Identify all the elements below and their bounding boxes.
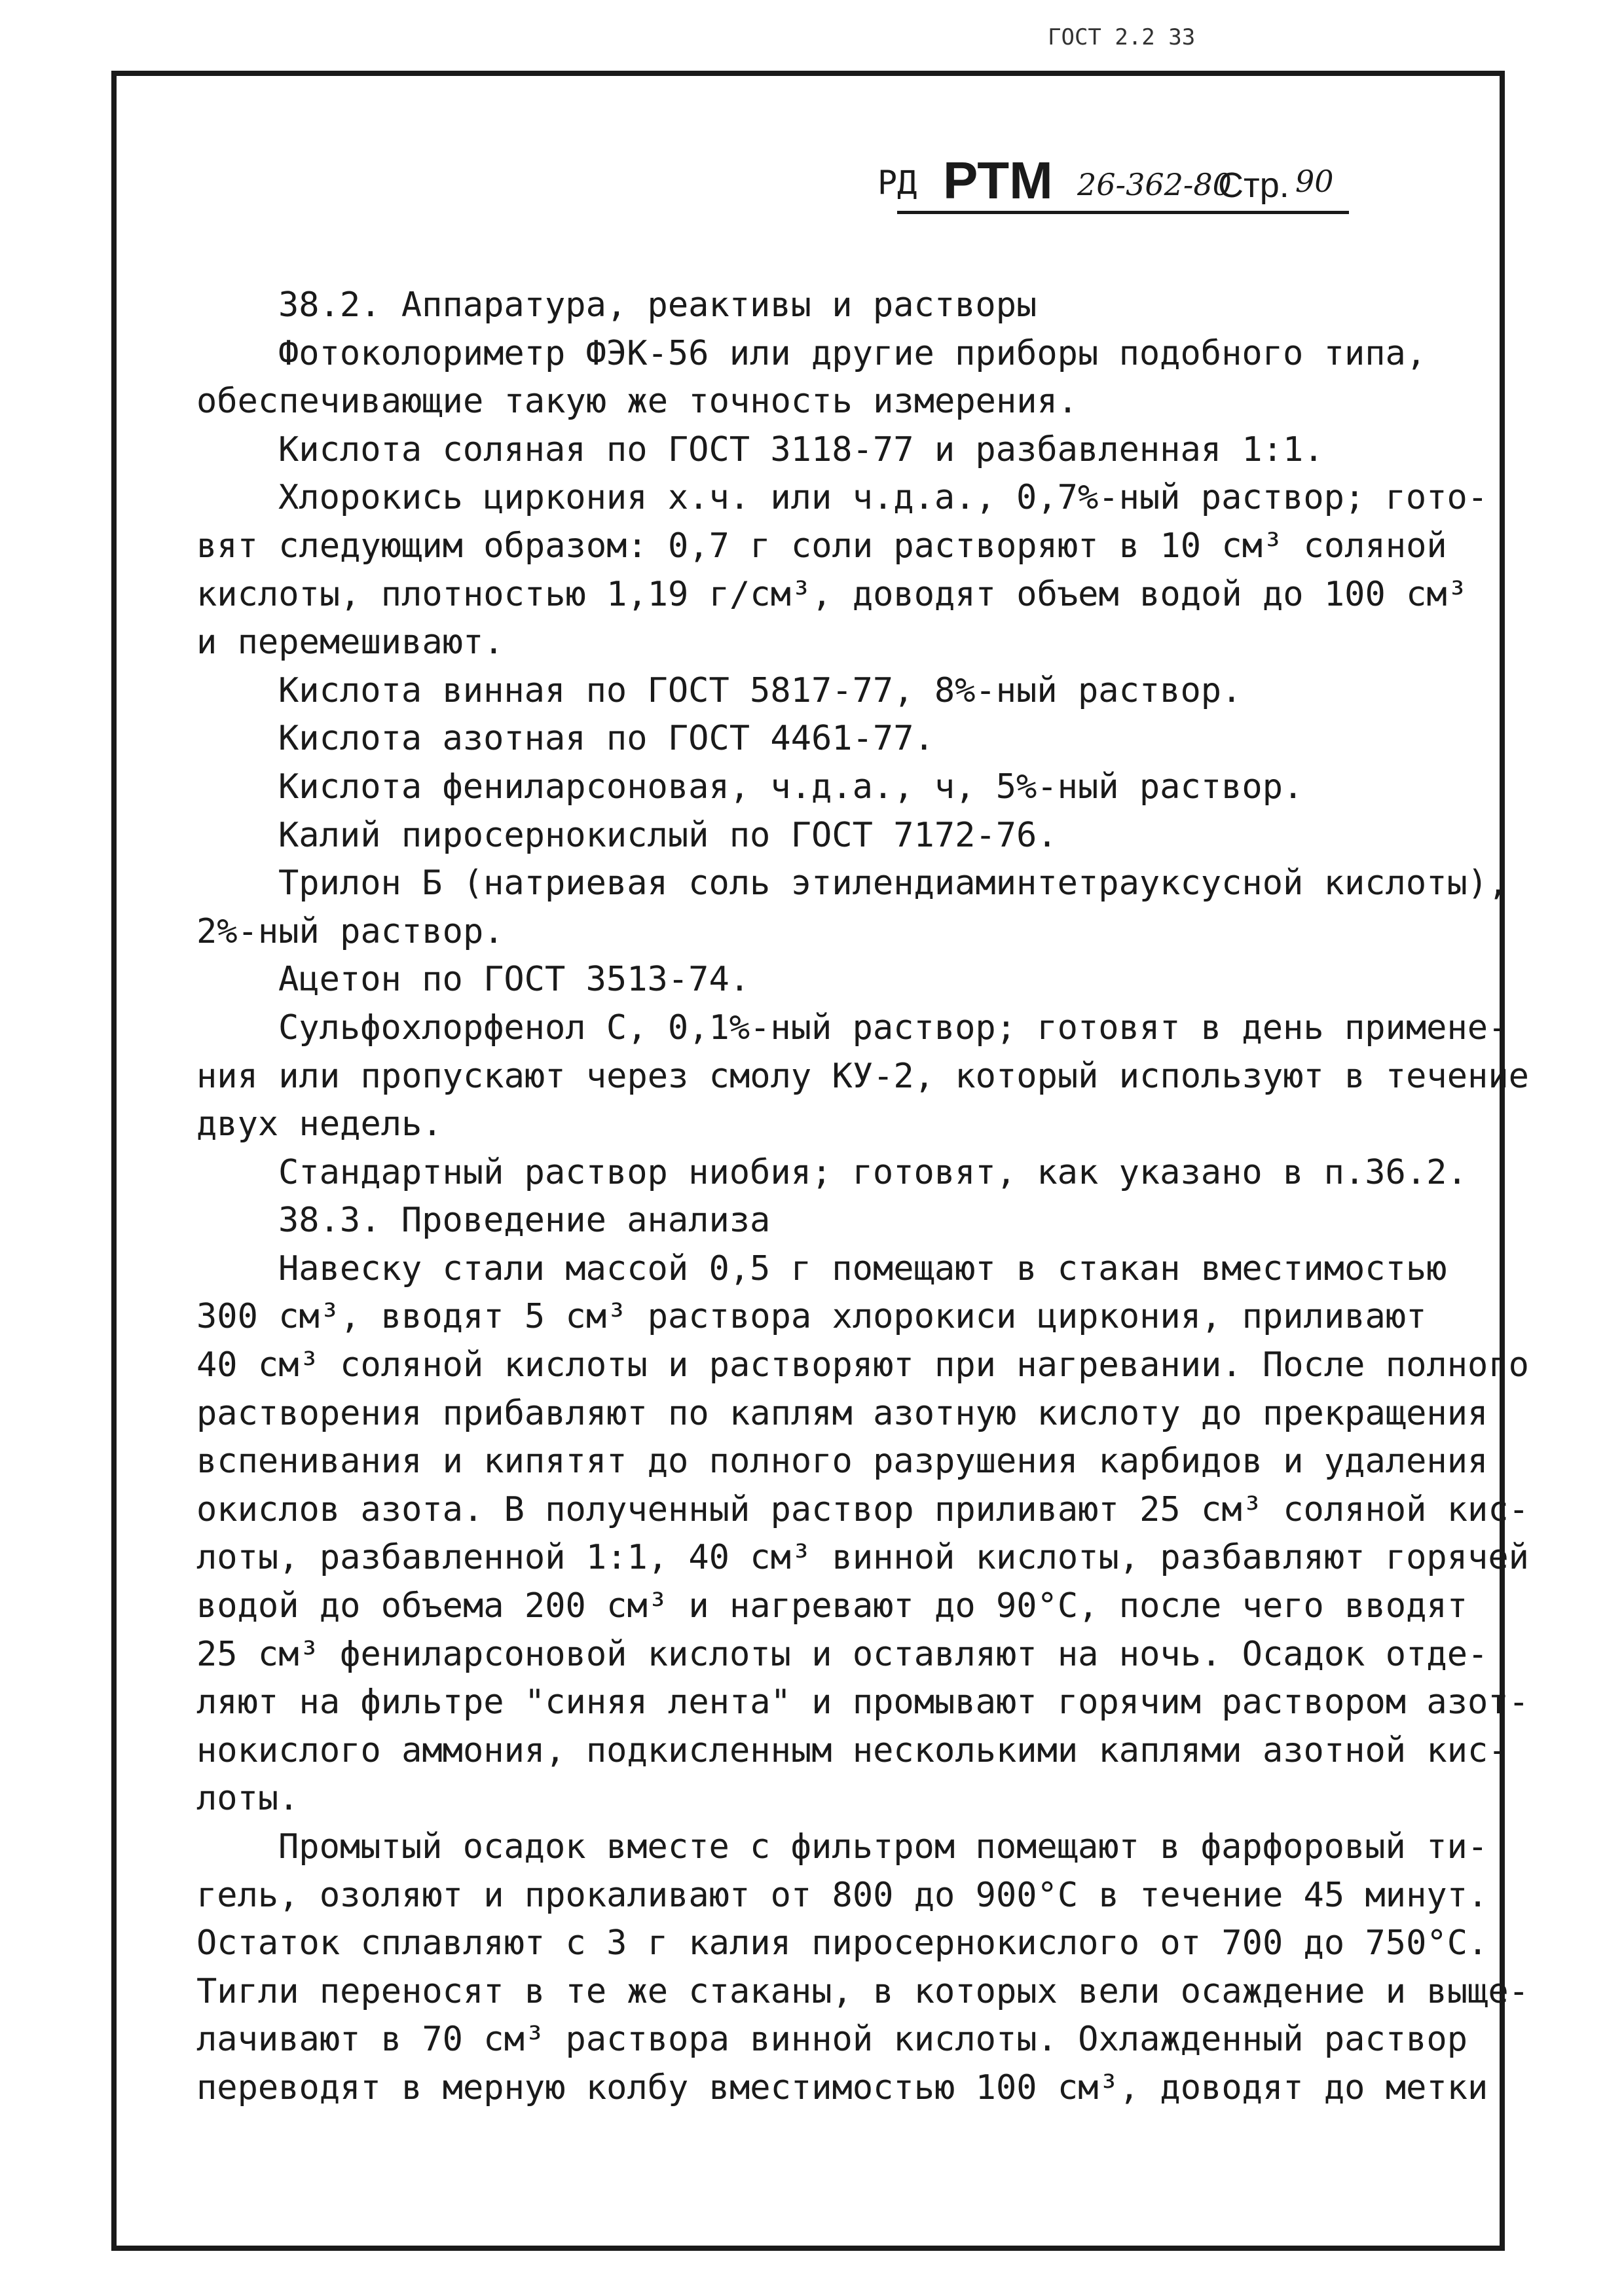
text-line: лачивают в 70 см³ раствора винной кислоты. Охлажденный раствор	[196, 2020, 1468, 2060]
text-line: 40 см³ соляной кислоты и растворяют при нагревании. После полного	[196, 1345, 1529, 1385]
text-line: лоты.	[196, 1779, 299, 1819]
header-doc-type: РТМ	[943, 151, 1053, 210]
text-line: нокислого аммония, подкисленным несколькими каплями азотной кис-	[196, 1730, 1509, 1770]
text-line: Ацетон по ГОСТ 3513-74.	[278, 960, 750, 1000]
text-line: Сульфохлорфенол С, 0,1%-ный раствор; готовят в день примене-	[278, 1008, 1509, 1048]
text-line: Промытый осадок вместе с фильтром помещают в фарфоровый ти-	[278, 1827, 1488, 1867]
text-line: Хлорокись циркония х.ч. или ч.д.а., 0,7%-ный раствор; гото-	[278, 478, 1488, 518]
text-line: Фотоколориметр ФЭК-56 или другие приборы подобного типа,	[278, 333, 1427, 373]
text-line: 38.3. Проведение анализа	[278, 1201, 771, 1241]
text-line: Трилон Б (натриевая соль этилендиаминтетрауксусной кислоты),	[278, 864, 1509, 903]
text-line: обеспечивающие такую же точность измерения.	[196, 382, 1079, 422]
text-line: двух недель.	[196, 1104, 443, 1144]
text-line: ния или пропускают через смолу КУ-2, который используют в течение	[196, 1056, 1529, 1096]
text-line: Кислота азотная по ГОСТ 4461-77.	[278, 719, 934, 759]
text-line: 38.2. Аппаратура, реактивы и растворы	[278, 285, 1037, 325]
text-line: вспенивания и кипятят до полного разрушения карбидов и удаления	[196, 1442, 1488, 1482]
text-line: Остаток сплавляют с 3 г калия пиросернокислого от 700 до 750°С.	[196, 1923, 1488, 1963]
text-line: 300 см³, вводят 5 см³ раствора хлорокиси циркония, приливают	[196, 1297, 1427, 1337]
header-page-number: 90	[1295, 164, 1334, 199]
text-line: гель, озоляют и прокаливают от 800 до 900°С в течение 45 минут.	[196, 1875, 1488, 1915]
text-line: 2%-ный раствор.	[196, 911, 504, 951]
text-line: Кислота фениларсоновая, ч.д.а., ч, 5%-ный раствор.	[278, 767, 1304, 807]
text-line: Калий пиросернокислый по ГОСТ 7172-76.	[278, 815, 1058, 855]
header-underline	[897, 211, 1349, 214]
text-line: кислоты, плотностью 1,19 г/см³, доводят объем водой до 100 см³	[196, 574, 1468, 614]
text-line: лоты, разбавленной 1:1, 40 см³ винной кислоты, разбавляют горячей	[196, 1538, 1529, 1578]
top-cropped-stamp: ГОСТ 2.2 33	[1048, 26, 1196, 48]
text-line: переводят в мерную колбу вместимостью 100 см³, доводят до метки	[196, 2068, 1488, 2107]
text-line: Стандартный раствор ниобия; готовят, как указано в п.36.2.	[278, 1152, 1467, 1192]
text-line: и перемешивают.	[196, 623, 504, 663]
text-line: растворения прибавляют по каплям азотную кислоту до прекращения	[196, 1393, 1488, 1433]
text-line: ляют на фильтре "синяя лента" и промывают горячим раствором азот-	[196, 1683, 1529, 1722]
page-header	[877, 144, 1349, 210]
header-page-label: Стр.	[1218, 166, 1289, 205]
text-line: вят следующим образом: 0,7 г соли растворяют в 10 см³ соляной	[196, 526, 1447, 566]
header-prefix: РД	[877, 164, 917, 202]
document-body	[196, 282, 1529, 2113]
text-line: Тигли переносят в те же стаканы, в которых вели осаждение и выще-	[196, 1971, 1529, 2011]
text-line: Кислота винная по ГОСТ 5817-77, 8%-ный раствор.	[278, 670, 1242, 710]
text-line: окислов азота. В полученный раствор приливают 25 см³ соляной кис-	[196, 1489, 1529, 1529]
text-line: Навеску стали массой 0,5 г помещают в стакан вместимостью	[278, 1248, 1447, 1288]
text-line: водой до объема 200 см³ и нагревают до 90°С, после чего вводят	[196, 1586, 1468, 1626]
text-line: Кислота соляная по ГОСТ 3118-77 и разбавленная 1:1.	[278, 429, 1324, 469]
header-doc-number: 26-362-80	[1077, 167, 1232, 202]
text-line: 25 см³ фениларсоновой кислоты и оставляют на ночь. Осадок отде-	[196, 1634, 1488, 1674]
